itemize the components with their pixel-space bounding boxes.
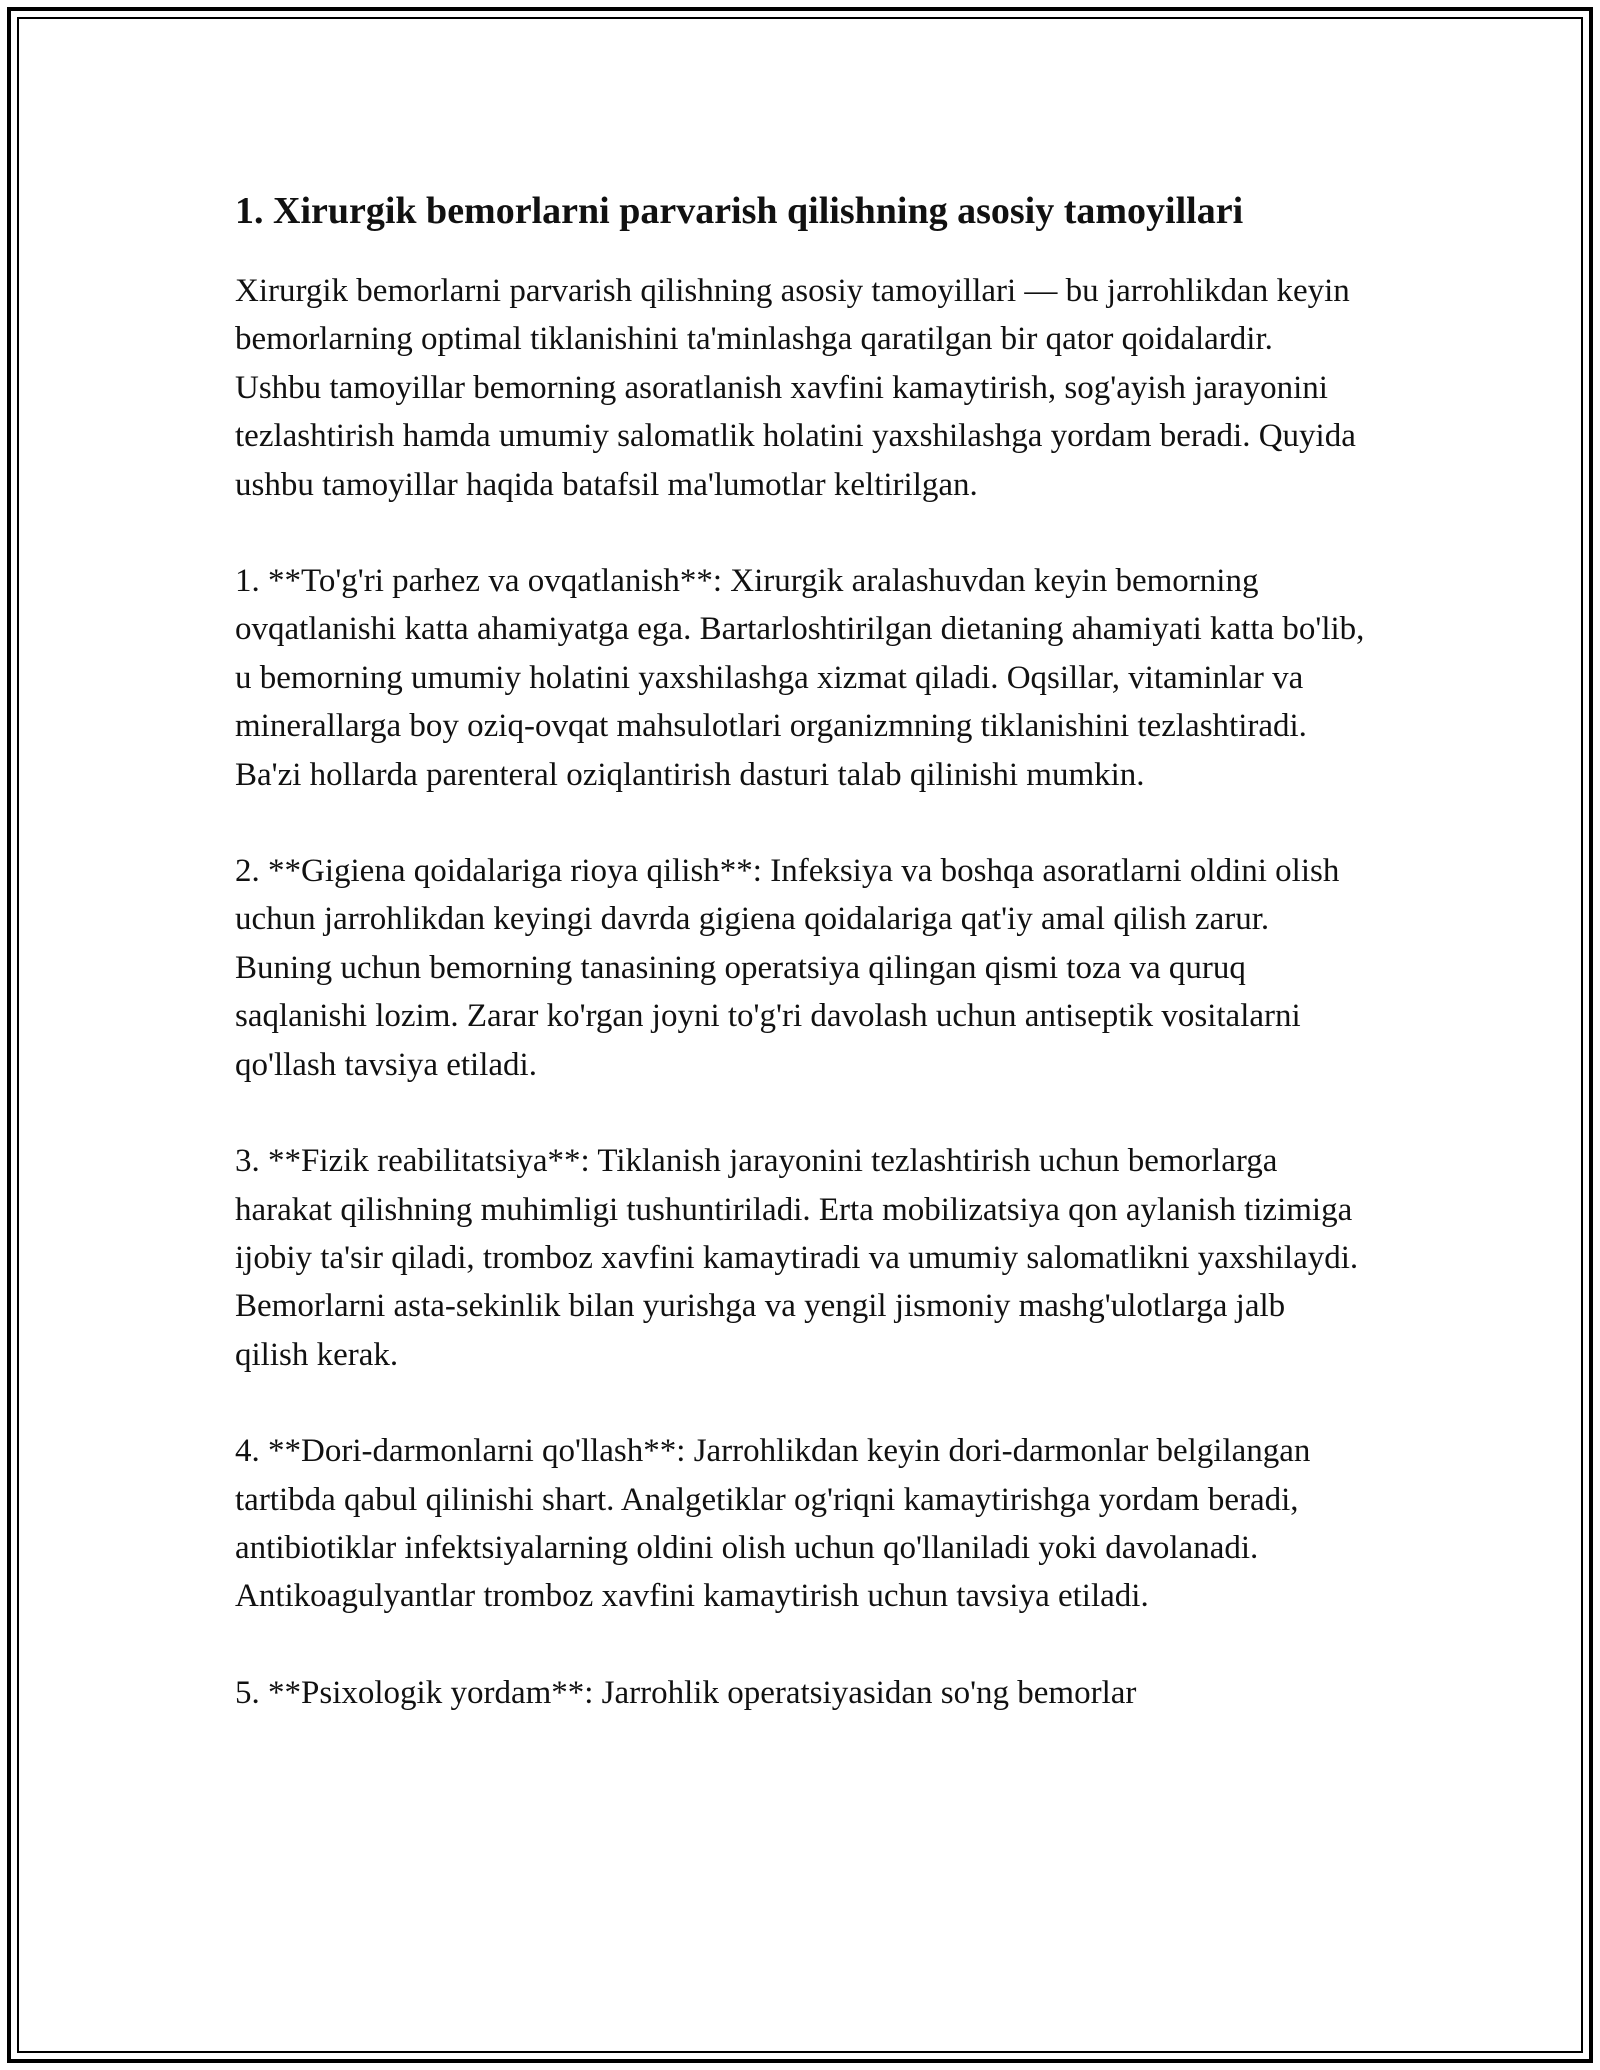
- principle-psychological-paragraph: 5. **Psixologik yordam**: Jarrohlik operatsiyasidan so'ng bemorlar: [235, 1674, 1137, 1711]
- document-title: 1. Xirurgik bemorlarni parvarish qilishning asosiy tamoyillari: [235, 190, 1244, 232]
- principle-medication-paragraph: 4. **Dori-darmonlarni qo'llash**: Jarrohlikdan keyin dori-darmonlar belgilangan tartibda qabul qilinishi shart. Analgetiklar og'riqni kamaytirishga yordam beradi, antibiotiklar infektsiyalarning oldini olish uchun qo'llaniladi yoki davolanadi. Antikoagulyantlar tromboz xavfini kamaytirish uchun tavsiya etiladi.: [235, 1433, 1311, 1615]
- principle-hygiene-paragraph: 2. **Gigiena qoidalariga rioya qilish**: Infeksiya va boshqa asoratlarni oldini olish uchun jarrohlikdan keyingi davrda gigiena qoidalariga qat'iy amal qilish zarur. Buning uchun bemorning tanasining operatsiya qilingan qismi toza va quruq saqlanishi lozim. Zarar ko'rgan joyni to'g'ri davolash uchun antiseptik vositalarni qo'llash tavsiya etiladi.: [235, 853, 1340, 1083]
- principle-rehabilitation-paragraph: 3. **Fizik reabilitatsiya**: Tiklanish jarayonini tezlashtirish uchun bemorlarga harakat qilishning muhimligi tushuntiriladi. Erta mobilizatsiya qon aylanish tizimiga ijobiy ta'sir qiladi, tromboz xavfini kamaytiradi va umumiy salomatlikni yaxshilaydi. Bemorlarni asta-sekinlik bilan yurishga va yengil jismoniy mashg'ulotlarga jalb qilish kerak.: [235, 1143, 1359, 1373]
- principle-diet-paragraph: 1. **To'g'ri parhez va ovqatlanish**: Xirurgik aralashuvdan keyin bemorning ovqatlanishi katta ahamiyatga ega. Bartarloshtirilgan dietaning ahamiyati katta bo'lib, u bemorning umumiy holatini yaxshilashga xizmat qiladi. Oqsillar, vitaminlar va minerallarga boy oziq-ovqat mahsulotlari organizmning tiklanishini tezlashtiradi. Ba'zi hollarda parenteral oziqlantirish dasturi talab qilinishi mumkin.: [235, 563, 1365, 793]
- document-body: [235, 185, 1365, 1765]
- intro-paragraph: Xirurgik bemorlarni parvarish qilishning asosiy tamoyillari — bu jarrohlikdan keyin bemorlarning optimal tiklanishini ta'minlashga qaratilgan bir qator qoidalardir. Ushbu tamoyillar bemorning asoratlanish xavfini kamaytirish, sog'ayish jarayonini tezlashtirish hamda umumiy salomatlik holatini yaxshilashga yordam beradi. Quyida ushbu tamoyillar haqida batafsil ma'lumotlar keltirilgan.: [235, 273, 1356, 503]
